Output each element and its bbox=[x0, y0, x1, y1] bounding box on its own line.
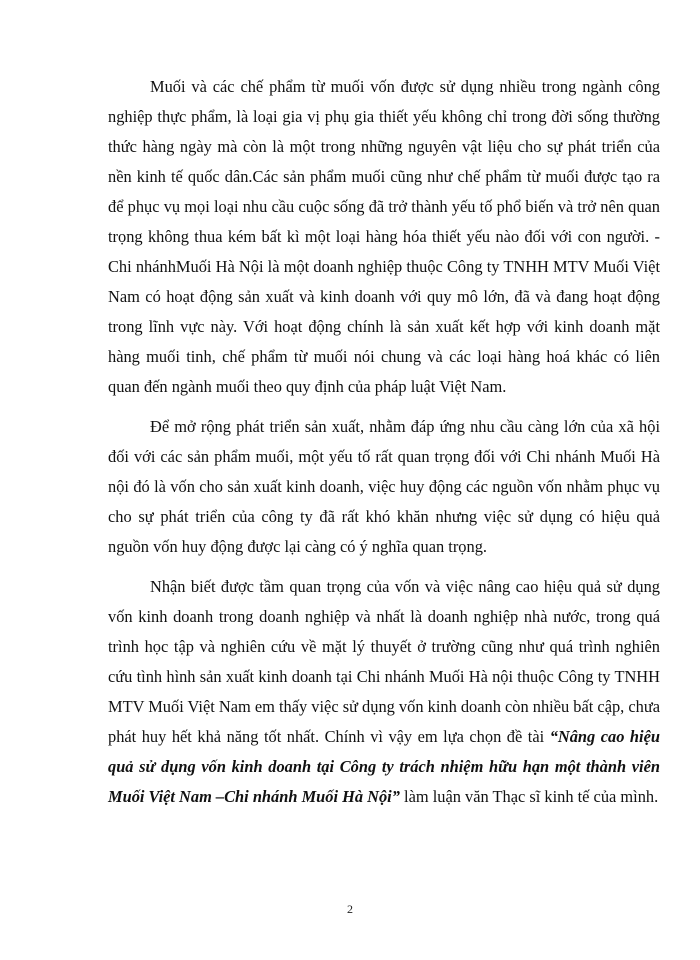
paragraph-3 bbox=[108, 572, 660, 812]
body-text bbox=[108, 72, 660, 822]
paragraph-3-outro: làm luận văn Thạc sĩ kinh tế của mình. bbox=[399, 787, 659, 806]
page-number: 2 bbox=[347, 902, 353, 916]
paragraph-1: Muối và các chế phẩm từ muối vốn được sử dụng nhiều trong ngành công nghiệp thực phẩm, là loại gia vị phụ gia thiết yếu không chỉ trong đời sống thường thức hàng ngày mà còn là một trong những nguyên vật liệu cho sự phát triển của nền kinh tế quốc dân.Các sản phẩm muối cũng như chế phẩm từ muối được tạo ra để phục vụ mọi loại nhu cầu cuộc sống đã trở thành yếu tố phổ biến và trở nên quan trọng không thua kém bất kì một loại hàng hóa thiết yếu nào đối với con người. - Chi nhánhMuối Hà Nội là một doanh nghiệp thuộc Công ty TNHH MTV Muối Việt Nam có hoạt động sản xuất và kinh doanh với quy mô lớn, đã và đang hoạt động trong lĩnh vực này. Với hoạt động chính là sản xuất kết hợp với kinh doanh mặt hàng muối tinh, chế phẩm từ muối nói chung và các loại hàng hoá khác có liên quan đến ngành muối theo quy định của pháp luật Việt Nam. bbox=[108, 77, 660, 396]
thesis-title: “Nâng cao hiệu quả sử dụng vốn kinh doanh tại Công ty trách nhiệm hữu hạn một thành viên Muối Việt Nam –Chi nhánh Muối Hà Nội” bbox=[108, 727, 660, 806]
paragraph-3-intro: Nhận biết được tầm quan trọng của vốn và việc nâng cao hiệu quả sử dụng vốn kinh doanh trong doanh nghiệp và nhất là doanh nghiệp nhà nước, trong quá trình học tập và nghiên cứu về mặt lý thuyết ở trường cũng như quá trình nghiên cứu tình hình sản xuất kinh doanh tại Chi nhánh Muối Hà nội thuộc Công ty TNHH MTV Muối Việt Nam em thấy việc sử dụng vốn kinh doanh còn nhiều bất cập, chưa phát huy hết khả năng tốt nhất. Chính vì vậy em lựa chọn đề tài bbox=[108, 577, 660, 746]
paragraph-2: Để mở rộng phát triển sản xuất, nhằm đáp ứng nhu cầu càng lớn của xã hội đối với các sản phẩm muối, một yếu tố rất quan trọng đối với Chi nhánh Muối Hà nội đó là vốn cho sản xuất kinh doanh, việc huy động các nguồn vốn nhằm phục vụ cho sự phát triển của công ty đã rất khó khăn nhưng việc sử dụng có hiệu quả nguồn vốn huy động được lại càng có ý nghĩa quan trọng. bbox=[108, 417, 660, 556]
